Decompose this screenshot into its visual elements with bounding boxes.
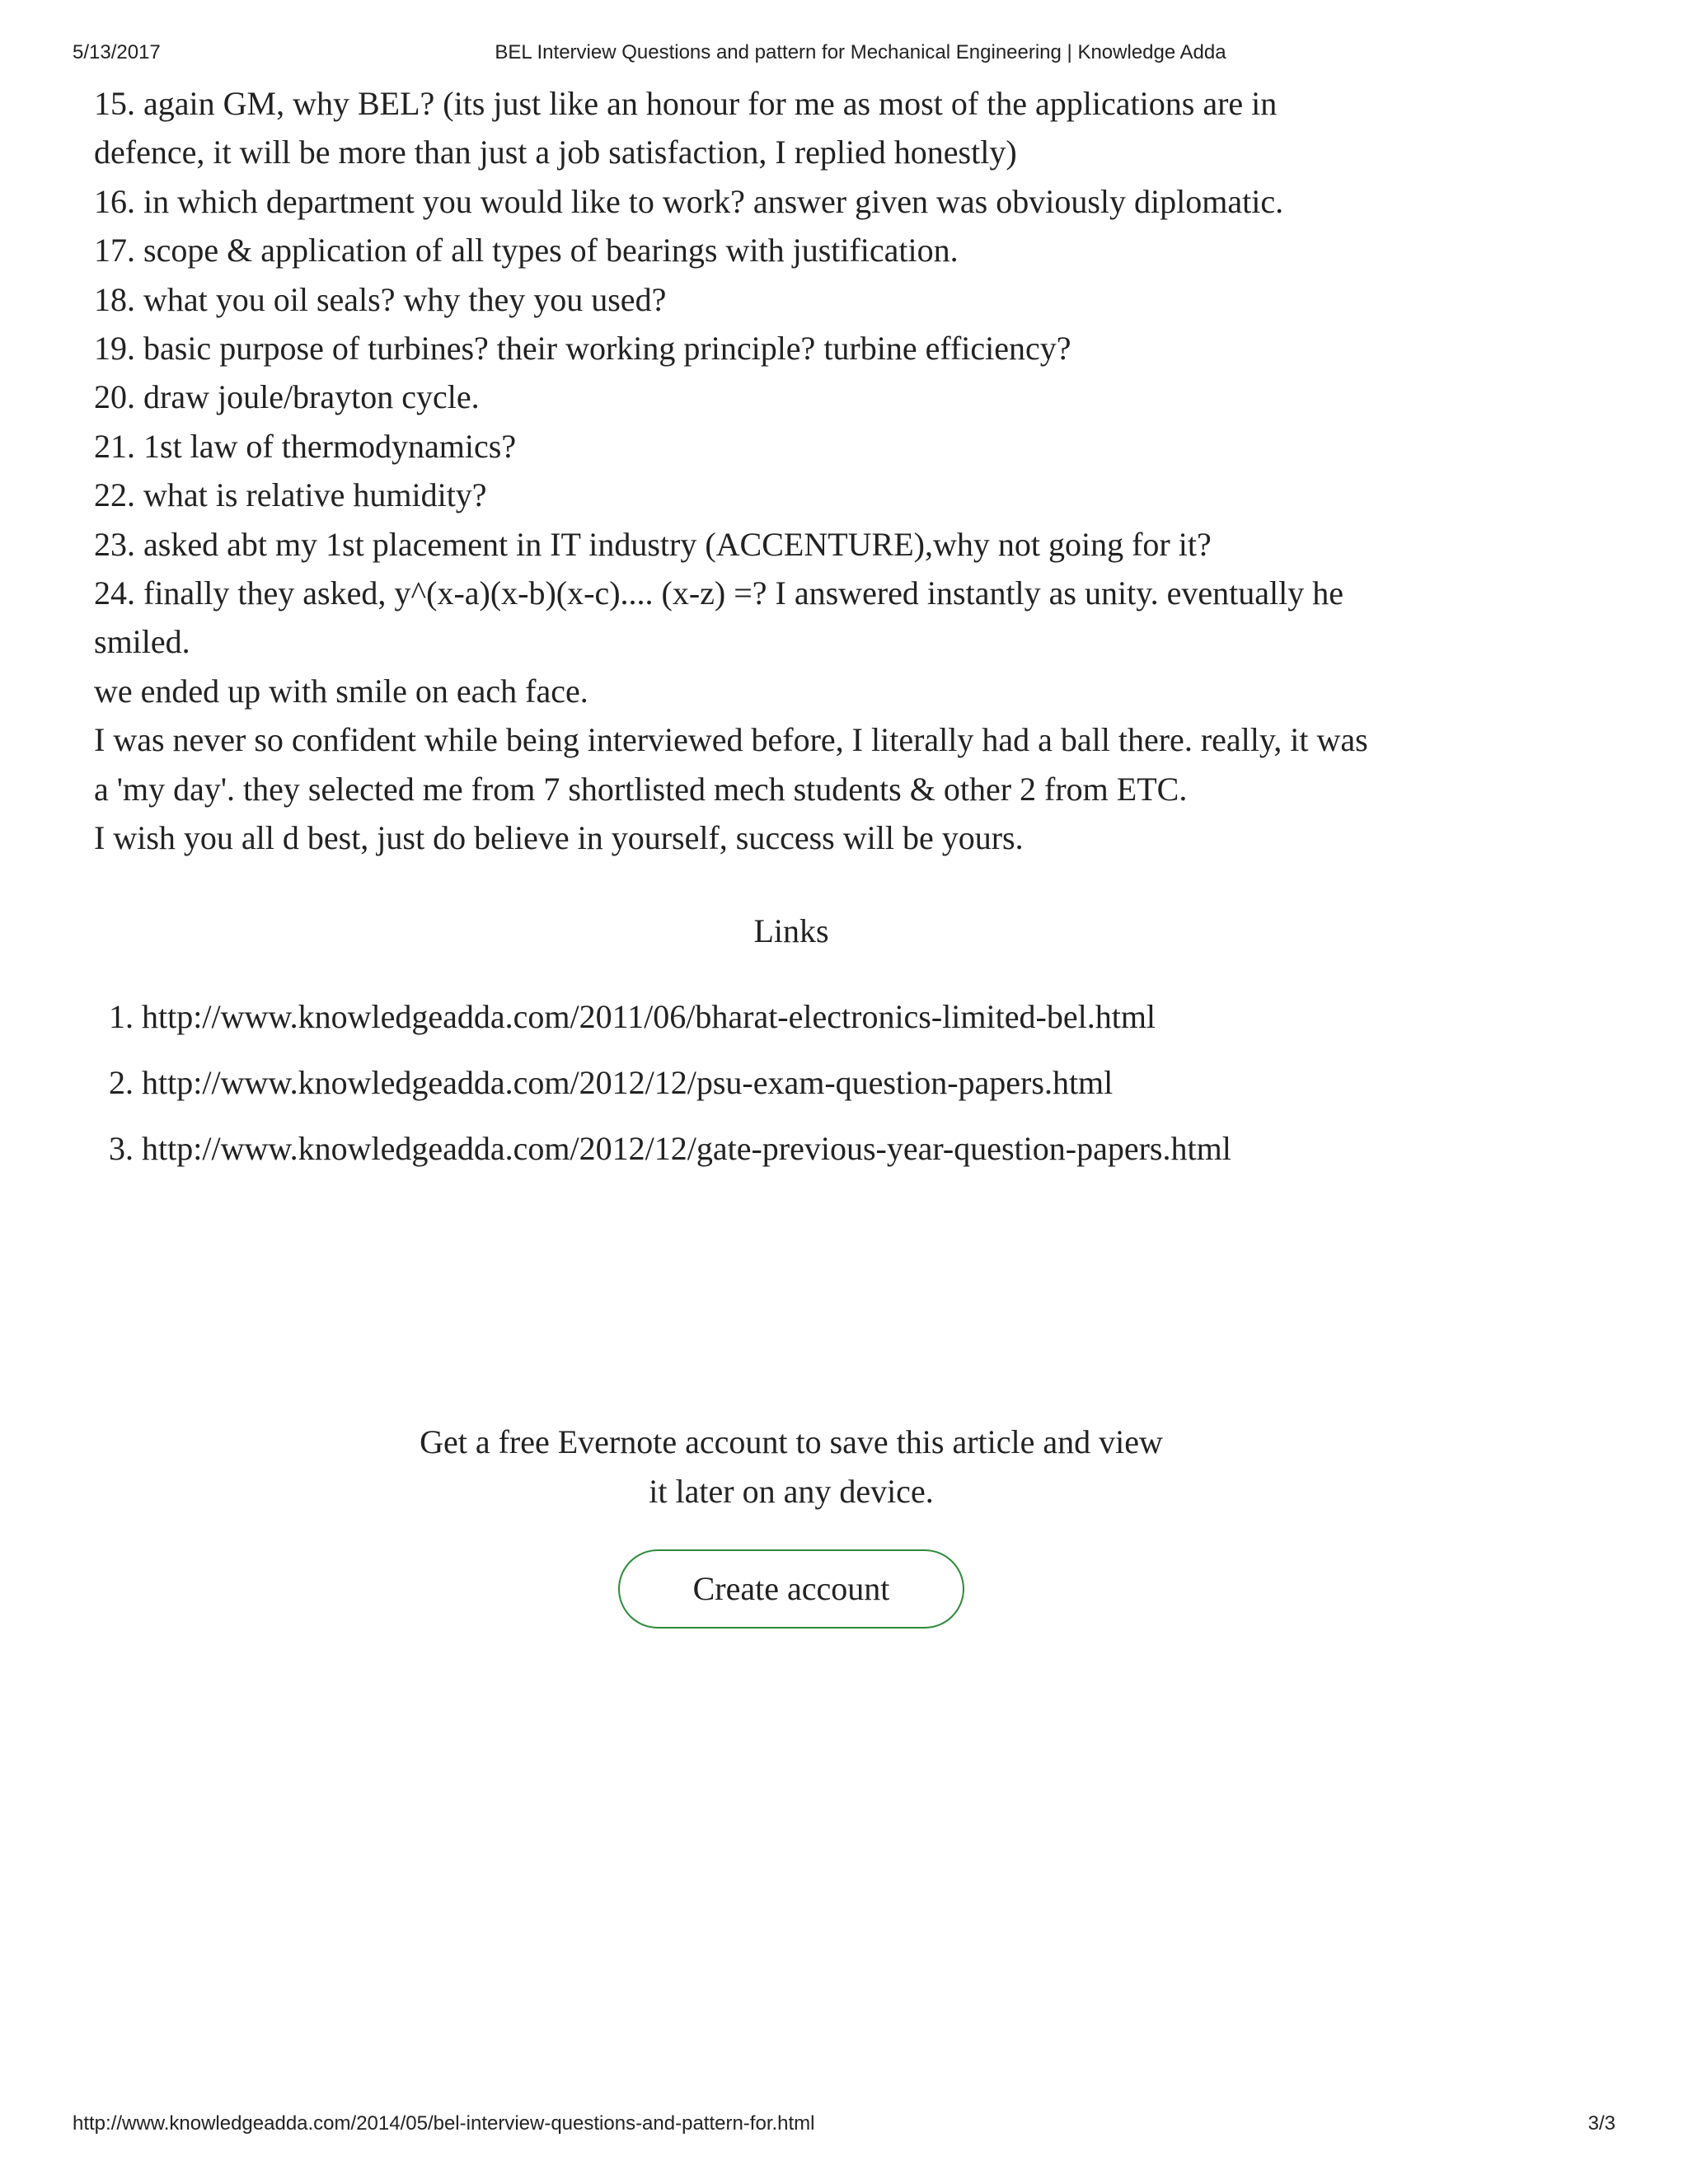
print-footer: [73, 2112, 1615, 2137]
promo-line: Get a free Evernote account to save this article and view: [420, 1423, 1163, 1460]
link-item[interactable]: [142, 1116, 1500, 1182]
article-line: 24. finally they asked, y^(x-a)(x-b)(x-c).... (x-z) =? I answered instantly as unity. eventually he: [94, 574, 1343, 612]
promo-line: it later on any device.: [649, 1473, 934, 1510]
article-line: I wish you all d best, just do believe in yourself, success will be yours.: [94, 819, 1024, 857]
article-body: [94, 79, 1512, 863]
article-line: a 'my day'. they selected me from 7 shortlisted mech students & other 2 from ETC.: [94, 770, 1188, 808]
link-item[interactable]: [142, 984, 1500, 1050]
article-line: 20. draw joule/brayton cycle.: [94, 378, 480, 416]
article-line: 15. again GM, why BEL? (its just like an honour for me as most of the applications are in: [94, 85, 1278, 122]
source-url: http://www.knowledgeadda.com/2014/05/bel-interview-questions-and-pattern-for.html: [73, 2112, 815, 2135]
article-line: 22. what is relative humidity?: [94, 476, 487, 514]
article-line: defence, it will be more than just a job satisfaction, I replied honestly): [94, 134, 1017, 171]
article-line: 17. scope & application of all types of bearings with justification.: [94, 232, 959, 269]
links-heading: Links: [753, 912, 829, 949]
article-line: I was never so confident while being interviewed before, I literally had a ball there. really, it was: [94, 721, 1368, 759]
promo-text: [379, 1418, 1203, 1516]
links-list: [82, 984, 1500, 1182]
article-line: we ended up with smile on each face.: [94, 672, 588, 710]
page-number: 3/3: [1587, 2112, 1615, 2135]
article-line: 21. 1st law of thermodynamics?: [94, 427, 517, 465]
create-account-button[interactable]: Create account: [618, 1549, 964, 1629]
link-text[interactable]: http://www.knowledgeadda.com/2011/06/bharat-electronics-limited-bel.html: [142, 998, 1156, 1035]
links-section: [82, 907, 1500, 1182]
link-text[interactable]: http://www.knowledgeadda.com/2012/12/gate-previous-year-question-papers.html: [142, 1130, 1231, 1167]
page-title: BEL Interview Questions and pattern for Mechanical Engineering | Knowledge Adda: [495, 41, 1226, 63]
article-line: 16. in which department you would like to work? answer given was obviously diplomatic.: [94, 182, 1284, 220]
evernote-promo: [0, 1418, 1582, 1629]
article-line: 23. asked abt my 1st placement in IT industry (ACCENTURE),why not going for it?: [94, 525, 1212, 563]
article-line: 18. what you oil seals? why they you used?: [94, 280, 667, 318]
link-text[interactable]: http://www.knowledgeadda.com/2012/12/psu-exam-question-papers.html: [142, 1064, 1114, 1101]
print-date: 5/13/2017: [73, 41, 161, 63]
link-item[interactable]: [142, 1050, 1500, 1116]
article-line: 19. basic purpose of turbines? their working principle? turbine efficiency?: [94, 330, 1071, 368]
article-line: smiled.: [94, 623, 190, 661]
print-header: [73, 41, 1615, 66]
